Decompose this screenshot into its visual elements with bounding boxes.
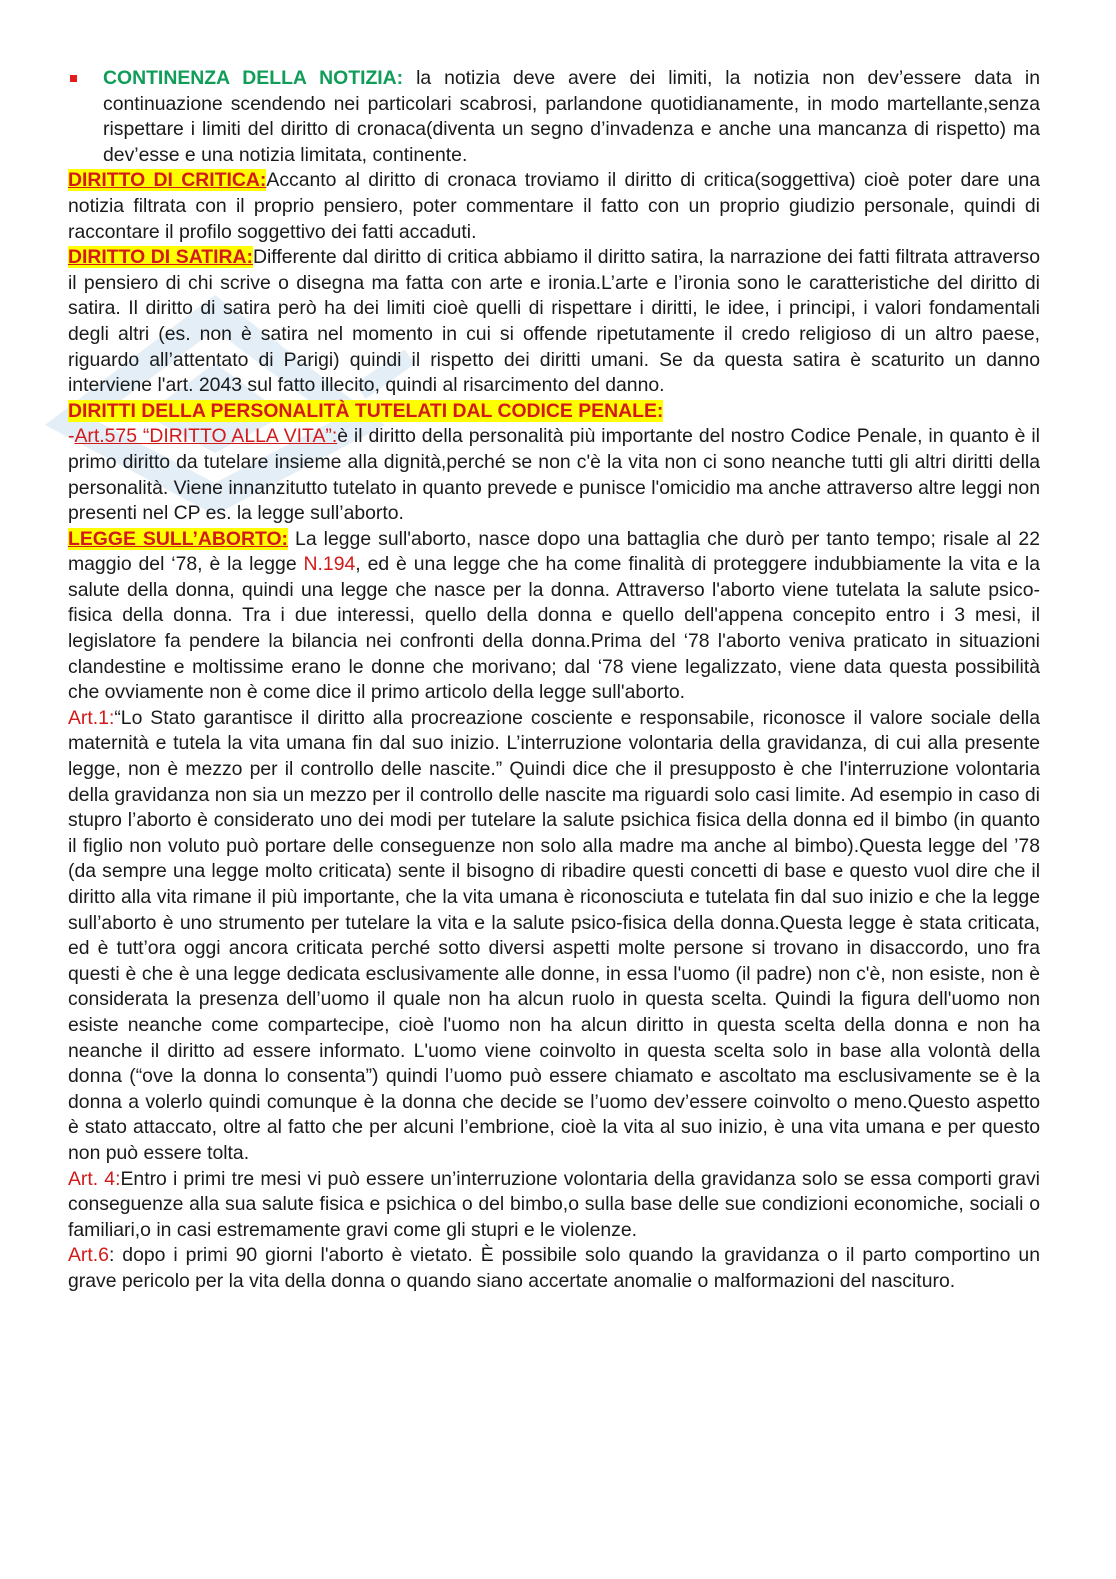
art4-paragraph [68,1167,1040,1244]
personalita-heading-line [68,399,1040,425]
aborto-paragraph [68,527,1040,706]
continenza-paragraph [103,66,1040,168]
satira-paragraph [68,245,1040,399]
art6-text: : dopo i primi 90 giorni l'aborto è vietato. È possibile solo quando la gravidanza o il parto comportino un grave pericolo per la vita della donna o quando siano accertate anomalie o malformazioni del nascituro. [68,1244,1040,1292]
art1-label: Art.1: [68,706,115,729]
art575-dash: - [68,425,75,448]
bullet-continenza [68,66,1040,168]
art1-text: “Lo Stato garantisce il diritto alla procreazione cosciente e responsabile, riconosce il valore sociale della maternità e tutela la vita umana fin dal suo inizio. L’interruzione volontaria della gravidanza, di cui alla presente legge, non è mezzo per il controllo delle nascite.” Quindi dice che il presupposto è che l'interruzione volontaria della gravidanza non sia un mezzo per il controllo delle nascite ma riguardi solo casi limite. Ad esempio in caso di stupro l’aborto è considerato uno dei modi per tutelare la salute psichica fisica della donna ed il bimbo (in quanto il figlio non voluto può portare delle conseguenze non solo alla madre ma anche al bimbo).Questa legge del ’78 (da sempre una legge molto criticata) sente il bisogno di ribadire questi concetti di base e questo vuol dire che il diritto alla vita rimane il più importante, che la vita umana è riconosciuta e tutelata fin dal suo inizio e che la legge sull’aborto è uno strumento per tutelare la vita e la salute psico-fisica della donna.Questa legge è stata criticata, ed è tutt’ora oggi ancora criticata perché sotto diversi aspetti molte persone si trovano in disaccordo, uno fra questi è che è una legge dedicata esclusivamente alle donne, in essa l'uomo (il padre) non c'è, non esiste, non è considerata la presenza dell’uomo il quale non ha alcun ruolo in questa scelta. Quindi la figura dell'uomo non esiste neanche come compartecipe, cioè l'uomo non ha alcun diritto in questa scelta della donna e non ha neanche il diritto ad essere informato. L'uomo viene coinvolto in questa scelta solo in base alla volontà della donna (“ove la donna lo consenta”) quindi l’uomo può essere chiamato e ascoltato ma esclusivamente se è la donna a volerlo quindi comunque è la donna che decide se l’uomo dev’essere coinvolto o meno.Questo aspetto è stato attaccato, oltre al fatto che per alcuni l’embrione, cioè la vita al suo inizio, è una vita umana e per questo non può essere tolta. [68,706,1040,1164]
art6-label: Art.6 [68,1244,109,1267]
aborto-text-before: La legge sull'aborto, nasce dopo una battaglia che durò per tanto tempo; risale al 22 maggio del ‘78, è la legge [68,527,1040,576]
art575-label: Art.575 “DIRITTO ALLA VITA”: [74,425,338,448]
art6-paragraph [68,1243,1040,1294]
art575-paragraph [68,424,1040,526]
continenza-text: la notizia deve avere dei limiti, la notizia non dev’essere data in continuazione scendendo nei particolari scabrosi, parlandone quotidianamente, in modo martellante,senza rispettare i limiti del diritto di cronaca(diventa un segno d’invadenza e anche una mancanza di rispetto) ma dev’esse e una notizia limitata, continente. [103,67,1040,166]
satira-title: DIRITTO DI SATIRA: [68,246,253,269]
aborto-text-after: , ed è una legge che ha come finalità di proteggere indubbiamente la vita e la salute della donna, quindi una legge che nasce per la donna. Attraverso l'aborto viene tutelata la salute psico-fisica della donna. Tra i due interessi, quello della donna e quello dell'appena concepito entro i 3 mesi, il legislatore fa pendere la bilancia nei confronti della donna.Prima del ‘78 l'aborto veniva praticato in situazioni clandestine e moltissime erano le donne che morivano; dal ‘78 viene legalizzato, viene data questa possibilità che ovviamente non è come dice il primo articolo della legge sull'aborto. [68,553,1041,704]
art575-text: è il diritto della personalità più importante del nostro Codice Penale, in quanto è il primo diritto da tutelare insieme alla dignità,perché se non c'è la vita non ci sono neanche tutti gli altri diritti della personalità. Viene innanzitutto tutelato in quanto prevede e punisce l'omicidio ma anche attraverso altre leggi non presenti nel CP es. la legge sull’aborto. [68,425,1040,525]
satira-text: Differente dal diritto di critica abbiamo il diritto satira, la narrazione dei fatti filtrata attraverso il pensiero di chi scrive o disegna ma fatta con arte e ironia.L’arte e l’ironia sono le caratteristiche del diritto di satira. Il diritto di satira però ha dei limiti cioè quelli di rispettare i diritti, le idee, i principi, i valori fondamentali degli altri (es. non è satira nel momento in cui si offende ripetutamente il credo religioso di un altro paese, riguardo all’attentato di Parigi) quindi il rispetto dei diritti umani. Se da questa satira è scaturito un danno interviene l'art. 2043 sul fatto illecito, quindi al risarcimento del danno. [68,246,1040,397]
art4-label: Art. 4: [68,1167,121,1190]
critica-text: Accanto al diritto di cronaca troviamo il diritto di critica(soggettiva) cioè poter dare una notizia filtrata con il proprio pensiero, poter commentare il fatto con un proprio giudizio personale, quindi di raccontare il profilo soggettivo dei fatti accaduti. [68,169,1040,243]
art4-text: Entro i primi tre mesi vi può essere un’interruzione volontaria della gravidanza solo se essa comporti gravi conseguenze alla sua salute fisica e psichica o del bimbo,o sulla base delle sue condizioni economiche, sociali o familiari,o in casi estremamente gravi come gli stupri e le violenze. [68,1167,1040,1241]
critica-paragraph [68,168,1040,245]
square-bullet-icon [70,75,77,82]
document-body [68,66,1040,1295]
aborto-title: LEGGE SULL’ABORTO: [68,527,288,550]
personalita-heading: DIRITTI DELLA PERSONALITÀ TUTELATI DAL CODICE PENALE: [68,399,664,422]
art1-paragraph [68,706,1040,1167]
aborto-law-number: N.194 [303,553,356,576]
critica-title: DIRITTO DI CRITICA: [68,169,267,192]
continenza-title: CONTINENZA DELLA NOTIZIA: [103,67,404,89]
